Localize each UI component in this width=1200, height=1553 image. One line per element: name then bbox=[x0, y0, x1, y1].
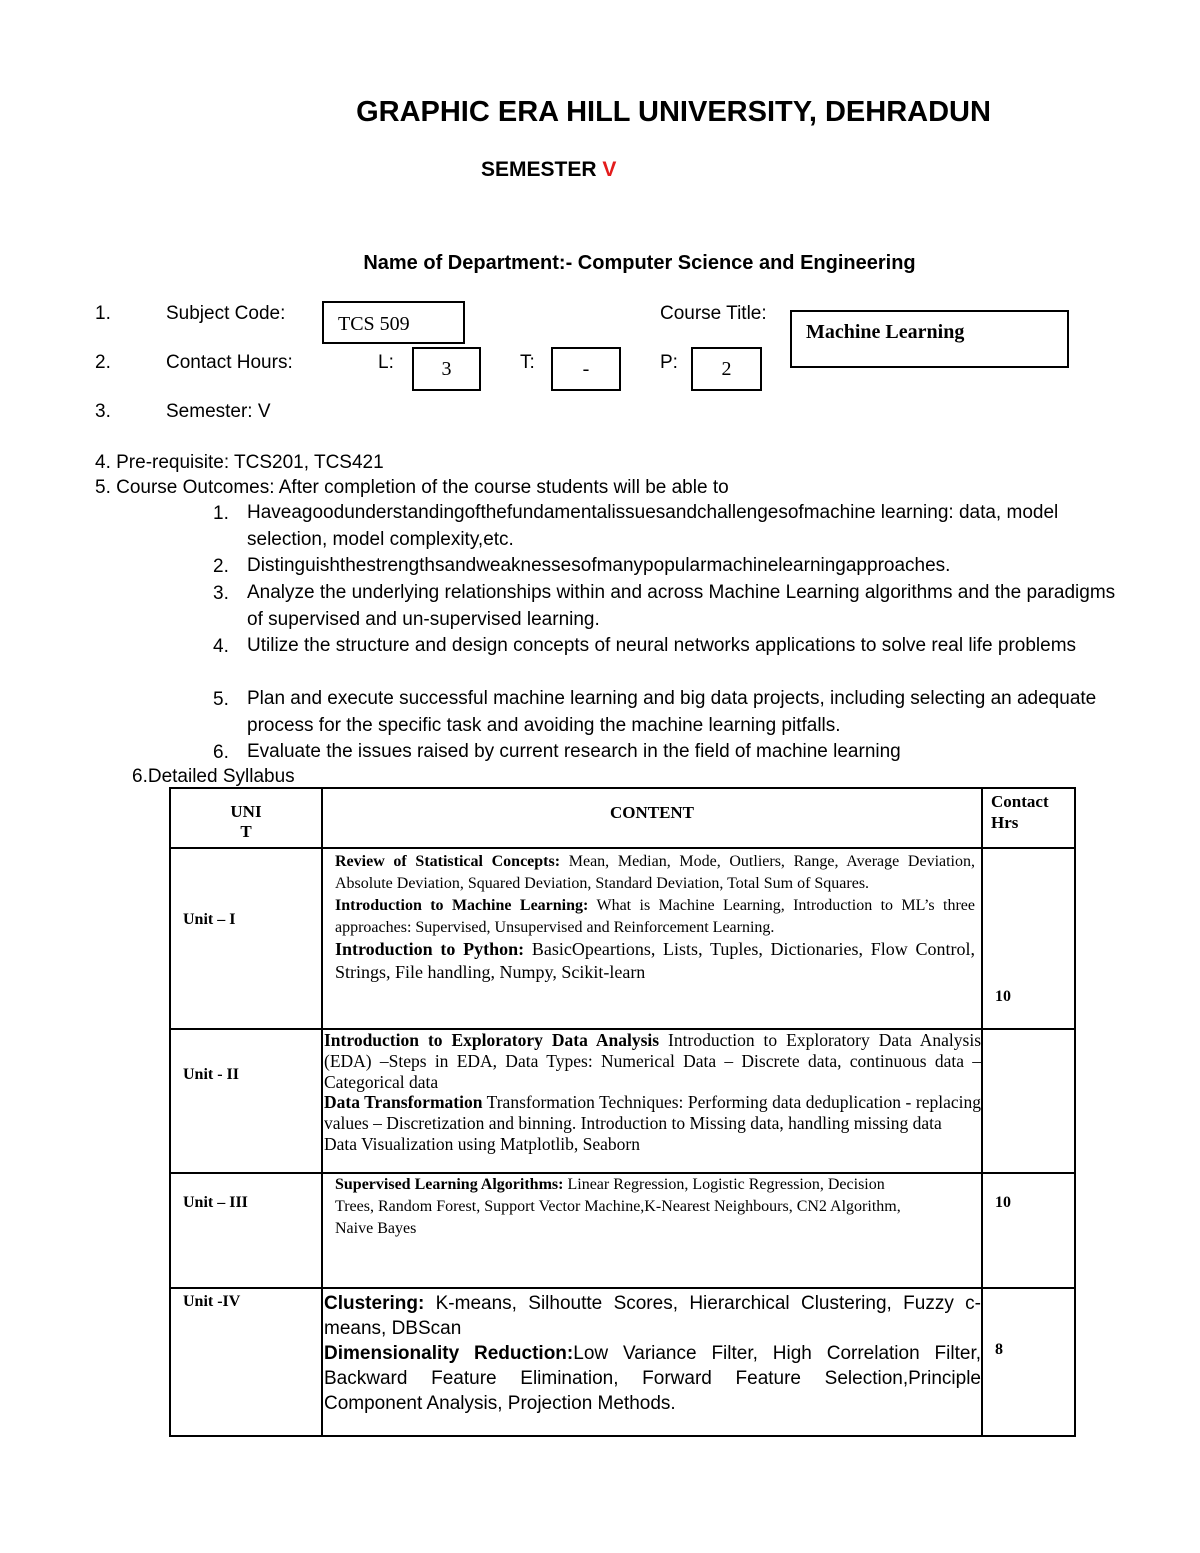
hours-cell bbox=[982, 848, 1075, 1029]
table-row bbox=[170, 848, 1075, 1029]
topic-heading: Supervised Learning Algorithms: bbox=[335, 1176, 564, 1193]
topic-text: Linear Regression, Logistic Regression, Decision Trees, Random Forest, Support Vector Machine,K-Nearest Neighbours, CN2 Algorithm, Naive Bayes bbox=[335, 1176, 901, 1237]
unit-cell bbox=[170, 848, 322, 1029]
topic-heading: Dimensionality Reduction: bbox=[324, 1343, 574, 1364]
hours-header-cell bbox=[982, 788, 1075, 848]
topic-heading: Data Transformation bbox=[324, 1092, 483, 1113]
topic-text: Transformation Techniques: Performing data deduplication - replacing values – Discretization and binning. Introduction to Missing data, handling missing data bbox=[324, 1092, 981, 1134]
table-row bbox=[170, 1029, 1075, 1173]
topic-heading: Introduction to Machine Learning: bbox=[335, 897, 589, 914]
content-cell bbox=[322, 1173, 982, 1288]
unit-header-cell bbox=[170, 788, 322, 848]
unit-header-line2: T bbox=[240, 822, 252, 841]
outcome-number: 4. bbox=[213, 636, 229, 657]
subject-code-value: TCS 509 bbox=[338, 313, 410, 335]
unit-cell bbox=[170, 1173, 322, 1288]
prerequisite: 4. Pre-requisite: TCS201, TCS421 bbox=[95, 452, 384, 473]
contact-hours: 10 bbox=[995, 988, 1011, 1005]
topic-text: Mean, Median, Mode, Outliers, Range, Average Deviation, Absolute Deviation, Squared Deviation, Standard Deviation, Total Sum of Squares. bbox=[335, 853, 976, 892]
course-title-value: Machine Learning bbox=[806, 321, 965, 343]
contact-hours: 10 bbox=[995, 1194, 1011, 1211]
semester-label: SEMESTER bbox=[481, 158, 597, 181]
lecture-label: L: bbox=[378, 352, 394, 373]
semester-field: Semester: V bbox=[166, 401, 271, 422]
course-title-label: Course Title: bbox=[660, 303, 767, 324]
practical-box bbox=[691, 347, 762, 391]
subject-code-box bbox=[322, 301, 465, 344]
outcome-text: Distinguishthestrengthsandweaknessesofmanypopularmachinelearningapproaches. bbox=[247, 555, 951, 576]
topic-text: K-means, Silhoutte Scores, Hierarchical Clustering, Fuzzy c-means, DBScan bbox=[324, 1293, 981, 1339]
unit-label: Unit – I bbox=[183, 911, 236, 928]
hours-cell bbox=[982, 1288, 1075, 1436]
unit-label: Unit – III bbox=[183, 1194, 248, 1211]
outcome-text: Utilize the structure and design concepts of neural networks applications to solve real life problems bbox=[247, 635, 1077, 656]
unit-cell bbox=[170, 1288, 322, 1436]
topic-text: What is Machine Learning, Introduction to ML’s three approaches: Supervised, Unsupervised and Reinforcement Learning. bbox=[335, 897, 976, 936]
hours-header-line1: Contact bbox=[991, 792, 1049, 811]
contact-hours-label: Contact Hours: bbox=[166, 352, 293, 373]
syllabus-table bbox=[169, 787, 1076, 1437]
outcome-number: 2. bbox=[213, 556, 229, 577]
outcome-number: 1. bbox=[213, 503, 229, 524]
outcome-text: Plan and execute successful machine learning and big data projects, including selecting an adequate process for the specific task and avoiding the machine learning pitfalls. bbox=[247, 688, 1097, 736]
unit-label: Unit -IV bbox=[183, 1293, 241, 1310]
topic-text: Introduction to Exploratory Data Analysis (EDA) –Steps in EDA, Data Types: Numerical Data – Discrete data, continuous data – Categorical data bbox=[324, 1030, 982, 1092]
table-row bbox=[170, 1288, 1075, 1436]
outcome-number: 6. bbox=[213, 742, 229, 763]
table-header-row bbox=[170, 788, 1075, 848]
tutorial-box bbox=[551, 347, 621, 391]
content-header: CONTENT bbox=[609, 803, 695, 822]
topic-heading: Clustering: bbox=[324, 1293, 425, 1314]
content-header-cell bbox=[322, 788, 982, 848]
subject-code-number: 1. bbox=[95, 303, 111, 324]
topic-heading: Introduction to Exploratory Data Analysis bbox=[324, 1030, 660, 1050]
content-cell bbox=[322, 1288, 982, 1436]
semester-number: 3. bbox=[95, 401, 111, 422]
hours-cell bbox=[982, 1029, 1075, 1173]
outcome-text: Evaluate the issues raised by current research in the field of machine learning bbox=[247, 741, 901, 762]
outcome-number: 5. bbox=[213, 689, 229, 710]
tutorial-label: T: bbox=[520, 352, 535, 373]
contact-hours: 8 bbox=[995, 1341, 1003, 1358]
table-row bbox=[170, 1173, 1075, 1288]
hours-header-line2: Hrs bbox=[991, 813, 1019, 832]
outcome-text: Haveagoodunderstandingofthefundamentalissuesandchallengesofmachine learning: data, model selection, model complexity,etc. bbox=[247, 502, 1059, 550]
contact-hours-number: 2. bbox=[95, 352, 111, 373]
content-cell bbox=[322, 848, 982, 1029]
syllabus-heading: 6.Detailed Syllabus bbox=[132, 766, 295, 787]
topic-text: Low Variance Filter, High Correlation Filter, Backward Feature Elimination, Forward Feature Selection,Principle Component Analysis, Projection Methods. bbox=[324, 1343, 981, 1414]
topic-heading: Introduction to Python: bbox=[335, 939, 525, 959]
outcome-text: Analyze the underlying relationships within and across Machine Learning algorithms and the paradigms of supervised and un-supervised learning. bbox=[247, 582, 1116, 630]
content-cell bbox=[322, 1029, 982, 1173]
department-heading: Name of Department:- Computer Science and Engineering bbox=[363, 252, 916, 274]
tutorial-value: - bbox=[582, 358, 590, 380]
subject-code-label: Subject Code: bbox=[166, 303, 286, 324]
outcomes-intro: 5. Course Outcomes: After completion of the course students will be able to bbox=[95, 477, 729, 498]
hours-cell bbox=[982, 1173, 1075, 1288]
unit-header-line1: UNI bbox=[230, 802, 262, 821]
semester-value: V bbox=[602, 158, 617, 181]
lecture-box bbox=[412, 347, 481, 391]
topic-text: BasicOpeartions, Lists, Tuples, Dictionaries, Flow Control, Strings, File handling, Numpy, Scikit-learn bbox=[335, 939, 975, 982]
outcome-number: 3. bbox=[213, 583, 229, 604]
topic-text: Data Visualization using Matplotlib, Seaborn bbox=[324, 1133, 641, 1154]
semester-heading bbox=[481, 158, 616, 182]
course-title-box bbox=[790, 310, 1069, 368]
unit-label: Unit - II bbox=[183, 1066, 240, 1083]
topic-heading: Review of Statistical Concepts: bbox=[335, 853, 561, 870]
practical-value: 2 bbox=[721, 358, 732, 380]
unit-cell bbox=[170, 1029, 322, 1173]
lecture-value: 3 bbox=[441, 358, 452, 380]
practical-label: P: bbox=[660, 352, 678, 373]
university-title: GRAPHIC ERA HILL UNIVERSITY, DEHRADUN bbox=[356, 96, 991, 128]
